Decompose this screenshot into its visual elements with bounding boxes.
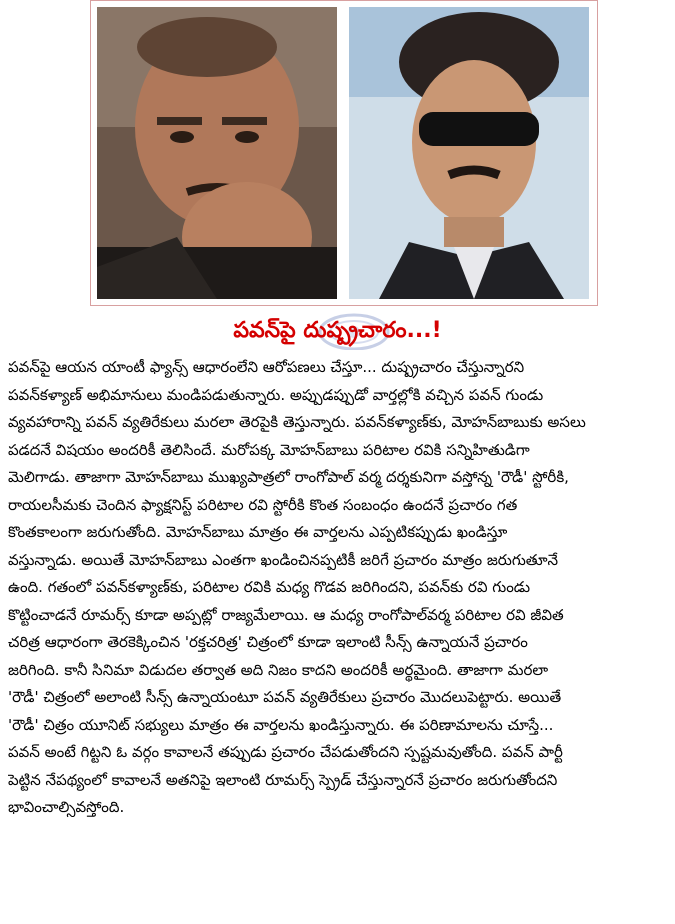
photo-frame <box>90 0 598 306</box>
article-line: భావించాల్సివస్తోంది. <box>8 798 125 816</box>
article-line: పవన్ అంటే గిట్టని ఓ వర్గం కావాలనే తప్పుడు ప్రచారం చేపడుతోందని స్పష్టమవుతోంది. పవన్ పార్టీ <box>8 743 563 761</box>
article-line: చరిత్ర ఆధారంగా తెరకెక్కించిన 'రక్తచరిత్ర' చిత్రంలో కూడా ఇలాంటి సీన్స్ ఉన్నాయనే ప్రచారం <box>8 633 528 651</box>
left-portrait-photo <box>97 7 337 299</box>
article-line: పడదనే విషయం అందరికీ తెలిసిందే. మరోపక్క మోహన్‌బాబు పరిటాల రవికి సన్నిహితుడిగా <box>8 440 530 459</box>
article-line: వస్తున్నాడు. అయితే మోహన్‌బాబు ఎంతగా ఖండించినప్పటికీ జరిగే ప్రచారం మాత్రం జరుగుతూనే <box>8 550 559 569</box>
page-title: పవన్‌పై దుష్ప్రచారం...! <box>233 318 442 343</box>
article-body <box>8 354 668 822</box>
article-line: మెలిగాడు. తాజాగా మోహన్‌బాబు ముఖ్యపాత్రలో రాంగోపాల్ వర్మ దర్శకునిగా వస్తోన్న 'రౌడీ' స్టోరీకి, <box>8 468 569 486</box>
article-line: ఉంది. గతంలో పవన్‌కళ్యాణ్‌కు, పరిటాల రవికి మధ్య గొడవ జరిగిందని, పవన్‌కు రవి గుండు <box>8 578 531 596</box>
article-line: పెట్టిన నేపథ్యంలో కావాలనే అతనిపై ఇలాంటి రూమర్స్ స్ప్రెడ్ చేస్తున్నారనే ప్రచారం జరుగుతోందని <box>8 770 558 789</box>
article-line: పవన్‌పై ఆయన యాంటీ ఫ్యాన్స్ ఆధారంలేని ఆరోపణలు చేస్తూ... దుష్ప్రచారం చేస్తున్నారని <box>8 358 525 376</box>
article-line: పవన్‌కళ్యాణ్ అభిమానులు మండిపడుతున్నారు. అప్పుడప్పుడో వార్తల్లోకి వచ్చిన పవన్ గుండు <box>8 385 544 404</box>
headline-area <box>0 308 675 352</box>
right-portrait-photo <box>349 7 589 299</box>
article-line: 'రౌడీ' చిత్రం యూనిట్ సభ్యులు మాత్రం ఈ వార్తలను ఖండిస్తున్నారు. ఈ పరిణామాలను చూస్తే... <box>8 715 554 734</box>
article-line: కొంతకాలంగా జరుగుతోంది. మోహన్‌బాబు మాత్రం ఈ వార్తలను ఎప్పటికప్పుడు ఖండిస్తూ <box>8 523 508 541</box>
article-line: కొట్టించాడనే రూమర్స్ కూడా అప్పట్లో రాజ్యమేలాయి. ఆ మధ్య రాంగోపాల్‌వర్మ పరిటాల రవి జీవిత <box>8 605 564 624</box>
article-line: రాయలసీమకు చెందిన ఫ్యాక్షనిస్ట్ పరిటాల రవి స్టోరీకి కొంత సంబంధం ఉందనే ప్రచారం గత <box>8 495 518 514</box>
article-line: వ్యవహారాన్ని పవన్ వ్యతిరేకులు మరలా తెరపైకి తెస్తున్నారు. పవన్‌కళ్యాణ్‌కు, మోహన్‌బాబుకు అసలు <box>8 413 586 431</box>
article-line: 'రౌడీ' చిత్రంలో అలాంటి సీన్స్ ఉన్నాయంటూ పవన్ వ్యతిరేకులు ప్రచారం మొదలుపెట్టారు. అయితే <box>8 688 562 706</box>
article-line: జరిగింది. కానీ సినిమా విడుదల తర్వాత అది నిజం కాదని అందరికీ అర్థమైంది. తాజాగా మరలా <box>8 660 549 679</box>
